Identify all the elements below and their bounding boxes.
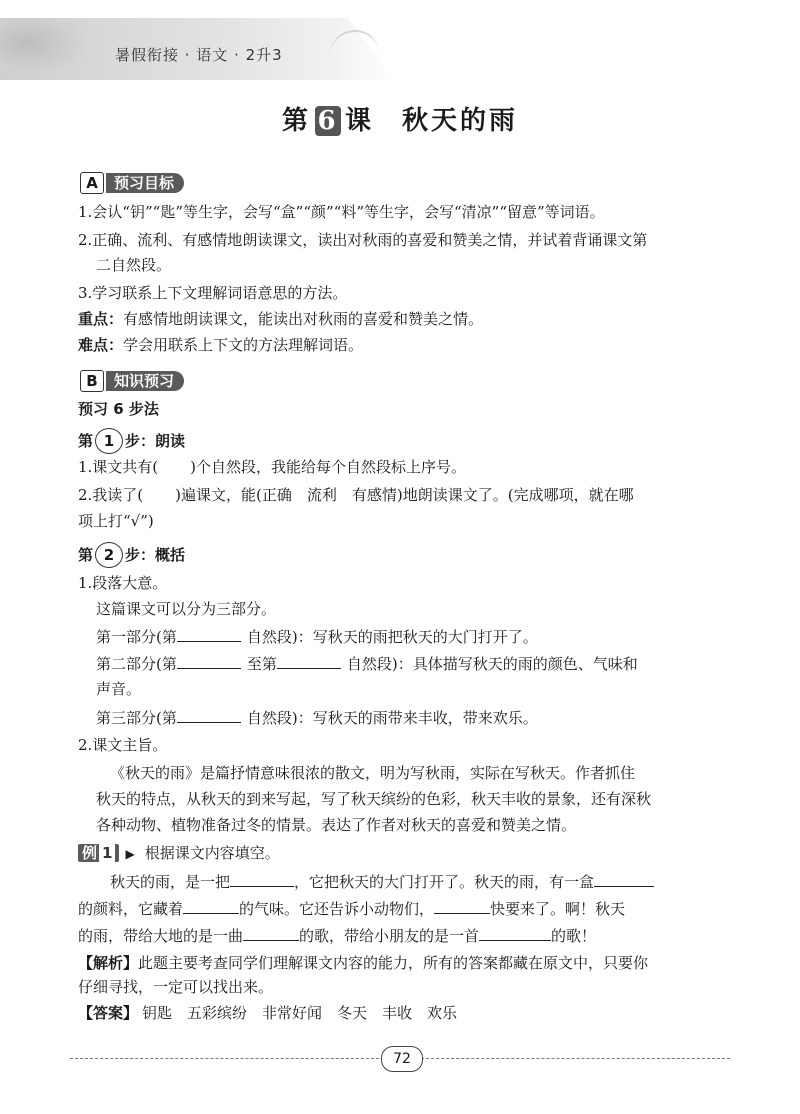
section-a-heading bbox=[80, 172, 184, 194]
step1-line1 bbox=[78, 456, 466, 478]
answer-text: 钥匙 五彩缤纷 非常好闻 冬天 丰收 欢乐 bbox=[142, 1004, 458, 1022]
s2-para-0: 这篇课文可以分为三部分。 bbox=[96, 600, 277, 618]
blank[interactable] bbox=[479, 924, 551, 941]
text: 自然段)：具体描写秋天的雨的颜色、气味和 bbox=[346, 655, 638, 673]
theme-line-1: 《秋天的雨》是篇抒情意味很浓的散文，明为写秋雨，实际在写秋天。作者抓住 bbox=[110, 764, 636, 782]
step-1-number: 1 bbox=[95, 428, 123, 454]
analysis-line-1 bbox=[78, 952, 648, 974]
example-number: 1 bbox=[99, 844, 115, 862]
text: )个自然段，我能给每个自然段标上序号。 bbox=[190, 458, 467, 476]
lesson-number: 6 bbox=[315, 106, 341, 136]
answer-line bbox=[78, 1002, 457, 1024]
text: 2.我读了( bbox=[78, 486, 144, 504]
diff-label: 难点： bbox=[78, 336, 124, 354]
diff-text: 学会用联系上下文的方法理解词语。 bbox=[123, 336, 364, 354]
text: 快要来了。啊！秋天 bbox=[490, 900, 626, 918]
page-number: 72 bbox=[381, 1046, 423, 1072]
lesson-suffix: 课 bbox=[344, 106, 374, 136]
answer-label: 【答案】 bbox=[78, 1004, 139, 1022]
example-prompt: 根据课文内容填空。 bbox=[144, 844, 280, 862]
text: 的歌！ bbox=[551, 927, 597, 945]
step-2-number: 2 bbox=[95, 542, 123, 568]
s2-heading-2: 2.课文主旨。 bbox=[78, 736, 168, 754]
lesson-name: 秋天的雨 bbox=[402, 106, 519, 136]
text: 至第 bbox=[246, 655, 277, 673]
text: 第二部分(第 bbox=[96, 655, 177, 673]
text: )遍课文，能(正确 流利 有感情)地朗读课文了。(完成哪项，就在哪 bbox=[175, 486, 634, 504]
goal-3: 3.学习联系上下文理解词语意思的方法。 bbox=[78, 284, 348, 302]
lesson-prefix: 第 bbox=[281, 106, 311, 136]
blank[interactable] bbox=[243, 924, 299, 941]
difficulty bbox=[78, 334, 363, 356]
step-1-post: 步：朗读 bbox=[125, 432, 186, 450]
goal-1: 1.会认“钥”“匙”等生字，会写“盒”“颜”“料”等生字，会写“清凉”“留意”等词语。 bbox=[78, 203, 605, 221]
key-point bbox=[78, 308, 483, 330]
section-a-label: 预习目标 bbox=[106, 173, 184, 193]
s2-part-2 bbox=[96, 652, 638, 675]
theme-line-3: 各种动物、植物准备过冬的情景。表达了作者对秋天的喜爱和赞美之情。 bbox=[96, 816, 577, 834]
fill-line-1 bbox=[110, 870, 654, 893]
blank[interactable] bbox=[177, 625, 241, 642]
step-1-pre: 第 bbox=[78, 432, 94, 450]
blank[interactable] bbox=[177, 652, 241, 669]
six-steps-title: 预习 6 步法 bbox=[78, 400, 159, 418]
key-label: 重点： bbox=[78, 310, 124, 328]
blank[interactable] bbox=[434, 897, 490, 914]
step-2-heading bbox=[78, 542, 185, 568]
goal-2-cont: 二自然段。 bbox=[96, 256, 172, 274]
blank[interactable] bbox=[277, 652, 341, 669]
text: 自然段)：写秋天的雨把秋天的大门打开了。 bbox=[246, 628, 538, 646]
s2-part-2-cont: 声音。 bbox=[96, 680, 142, 698]
step1-line2 bbox=[78, 484, 634, 506]
step-2-post: 步：概括 bbox=[125, 546, 186, 564]
section-b-label: 知识预习 bbox=[106, 371, 184, 391]
arrow-icon: ▶ bbox=[125, 847, 135, 861]
s2-part-1 bbox=[96, 625, 538, 648]
analysis-label: 【解析】 bbox=[78, 954, 139, 972]
text: 的雨，带给大地的是一曲 bbox=[78, 927, 244, 945]
text: 的歌，带给小朋友的是一首 bbox=[299, 927, 480, 945]
blank[interactable] bbox=[183, 897, 239, 914]
fill-line-2 bbox=[78, 897, 625, 920]
section-b-heading bbox=[80, 370, 184, 392]
blank[interactable] bbox=[177, 706, 241, 723]
example-tag-text: 例 bbox=[82, 844, 98, 862]
text: 第一部分(第 bbox=[96, 628, 177, 646]
text: 秋天的雨，是一把 bbox=[110, 873, 231, 891]
blank[interactable] bbox=[594, 870, 654, 887]
example-tag bbox=[78, 844, 119, 862]
goal-2: 2.正确、流利、有感情地朗读课文，读出对秋雨的喜爱和赞美之情，并试着背诵课文第 bbox=[78, 231, 648, 249]
theme-line-2: 秋天的特点，从秋天的到来写起，写了秋天缤纷的色彩，秋天丰收的景象，还有深秋 bbox=[96, 790, 652, 808]
section-b-letter: B bbox=[80, 370, 104, 392]
example-heading bbox=[78, 842, 280, 865]
analysis-line-2: 仔细寻找，一定可以找出来。 bbox=[78, 978, 274, 996]
text: ，它把秋天的大门打开了。秋天的雨，有一盒 bbox=[294, 873, 595, 891]
step1-line3: 项上打“√”) bbox=[78, 512, 154, 530]
lesson-title bbox=[0, 100, 800, 137]
header-title: 暑假衔接 · 语文 · 2升3 bbox=[115, 46, 283, 64]
step-1-heading bbox=[78, 428, 185, 454]
text: 1.课文共有( bbox=[78, 458, 159, 476]
analysis-text: 此题主要考查同学们理解课文内容的能力，所有的答案都藏在原文中，只要你 bbox=[138, 954, 649, 972]
s2-part-3 bbox=[96, 706, 538, 729]
text: 的气味。它还告诉小动物们， bbox=[239, 900, 435, 918]
gate-decoration-icon bbox=[330, 30, 380, 72]
wave-decoration bbox=[0, 18, 90, 80]
fill-line-3 bbox=[78, 924, 596, 947]
section-a-letter: A bbox=[80, 172, 104, 194]
text: 的颜料，它藏着 bbox=[78, 900, 184, 918]
s2-heading-1: 1.段落大意。 bbox=[78, 574, 168, 592]
key-text: 有感情地朗读课文，能读出对秋雨的喜爱和赞美之情。 bbox=[123, 310, 484, 328]
text: 第三部分(第 bbox=[96, 709, 177, 727]
step-2-pre: 第 bbox=[78, 546, 94, 564]
text: 自然段)：写秋天的雨带来丰收，带来欢乐。 bbox=[246, 709, 538, 727]
blank[interactable] bbox=[230, 870, 294, 887]
